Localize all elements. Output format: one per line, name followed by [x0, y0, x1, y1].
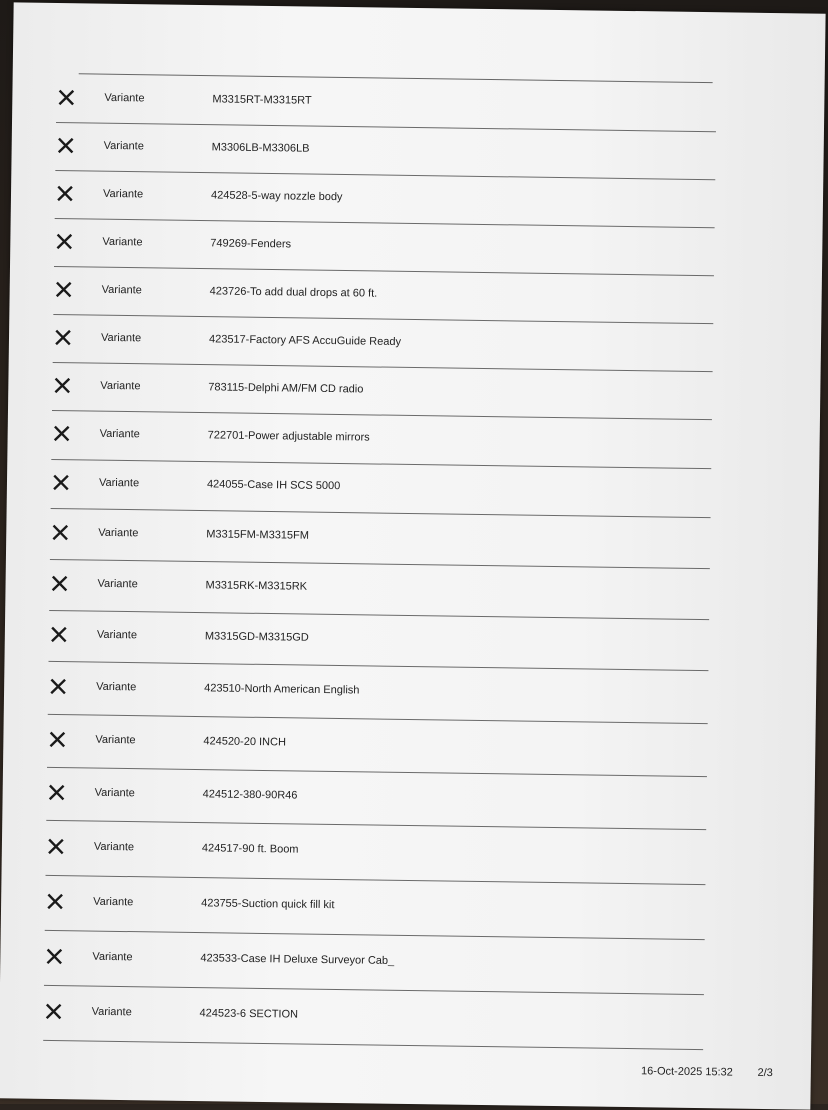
list-item [49, 560, 710, 620]
variant-value: 424055-Case IH SCS 5000 [206, 478, 341, 493]
variant-label: Variante [102, 187, 144, 200]
close-icon [46, 948, 62, 964]
variant-label: Variante [98, 476, 140, 490]
variant-value: 424528-5-way nozzle body [210, 188, 343, 203]
print-timestamp: 16-Oct-2025 15:32 [641, 1065, 733, 1079]
variant-label: Variante [102, 235, 143, 248]
list-item [48, 611, 709, 671]
variant-value: 424520-20 INCH [203, 735, 287, 749]
variant-label: Variante [97, 577, 138, 591]
variant-value: 423755-Suction quick fill kit [201, 897, 335, 912]
list-item [48, 662, 709, 724]
variant-value: 424517-90 ft. Boom [201, 842, 299, 856]
variant-label: Variante [98, 526, 139, 540]
variant-value: 423726-To add dual drops at 60 ft. [209, 284, 378, 300]
list-item [46, 768, 707, 830]
variant-value: 722701-Power adjustable mirrors [207, 429, 370, 444]
variant-value: 423533-Case IH Deluxe Surveyor Cab_ [200, 952, 395, 967]
variant-label: Variante [103, 139, 144, 152]
close-icon [58, 89, 74, 105]
variant-label: Variante [95, 733, 136, 747]
variant-label: Variante [93, 895, 134, 909]
close-icon [51, 626, 67, 642]
variant-value: 423517-Factory AFS AccuGuide Ready [208, 332, 402, 348]
variant-value: 423510-North American English [204, 682, 360, 697]
variant-value: M3315RT-M3315RT [212, 92, 312, 107]
variant-value: 749269-Fenders [210, 236, 292, 250]
variant-label: Variante [100, 331, 142, 344]
close-icon [49, 784, 65, 800]
page-number: 2/3 [757, 1066, 773, 1080]
variant-value: M3315RK-M3315RK [205, 579, 308, 593]
variant-value: 424523-6 SECTION [199, 1007, 299, 1021]
variant-value: 424512-380-90R46 [202, 788, 298, 802]
close-icon [51, 575, 67, 591]
variant-value: M3315FM-M3315FM [206, 528, 310, 542]
close-icon [55, 329, 71, 345]
variant-list [43, 75, 716, 1050]
printed-page [0, 2, 826, 1109]
variant-value: M3315GD-M3315GD [204, 630, 309, 644]
variant-label: Variante [96, 628, 138, 642]
variant-label: Variante [100, 379, 141, 392]
list-item [45, 876, 706, 940]
close-icon [58, 137, 74, 153]
list-item [45, 821, 706, 885]
list-item [50, 509, 711, 569]
variant-label: Variante [104, 91, 145, 104]
close-icon [54, 377, 70, 393]
close-icon [47, 893, 63, 909]
list-item [47, 715, 708, 777]
close-icon [53, 474, 69, 490]
close-icon [49, 731, 65, 747]
variant-value: 783115-Delphi AM/FM CD radio [208, 380, 364, 396]
variant-label: Variante [101, 283, 142, 296]
variant-label: Variante [94, 786, 135, 800]
list-item [44, 931, 705, 995]
close-icon [56, 233, 72, 249]
close-icon [50, 678, 66, 694]
variant-label: Variante [93, 840, 135, 854]
variant-value: M3306LB-M3306LB [211, 140, 310, 155]
close-icon [57, 185, 73, 201]
close-icon [56, 281, 72, 297]
close-icon [48, 838, 64, 854]
variant-label: Variante [96, 680, 137, 694]
close-icon [52, 524, 68, 540]
close-icon [54, 425, 70, 441]
list-item [43, 986, 704, 1050]
variant-label: Variante [99, 427, 140, 441]
close-icon [45, 1003, 61, 1019]
variant-label: Variante [92, 950, 133, 964]
variant-label: Variante [91, 1005, 132, 1019]
